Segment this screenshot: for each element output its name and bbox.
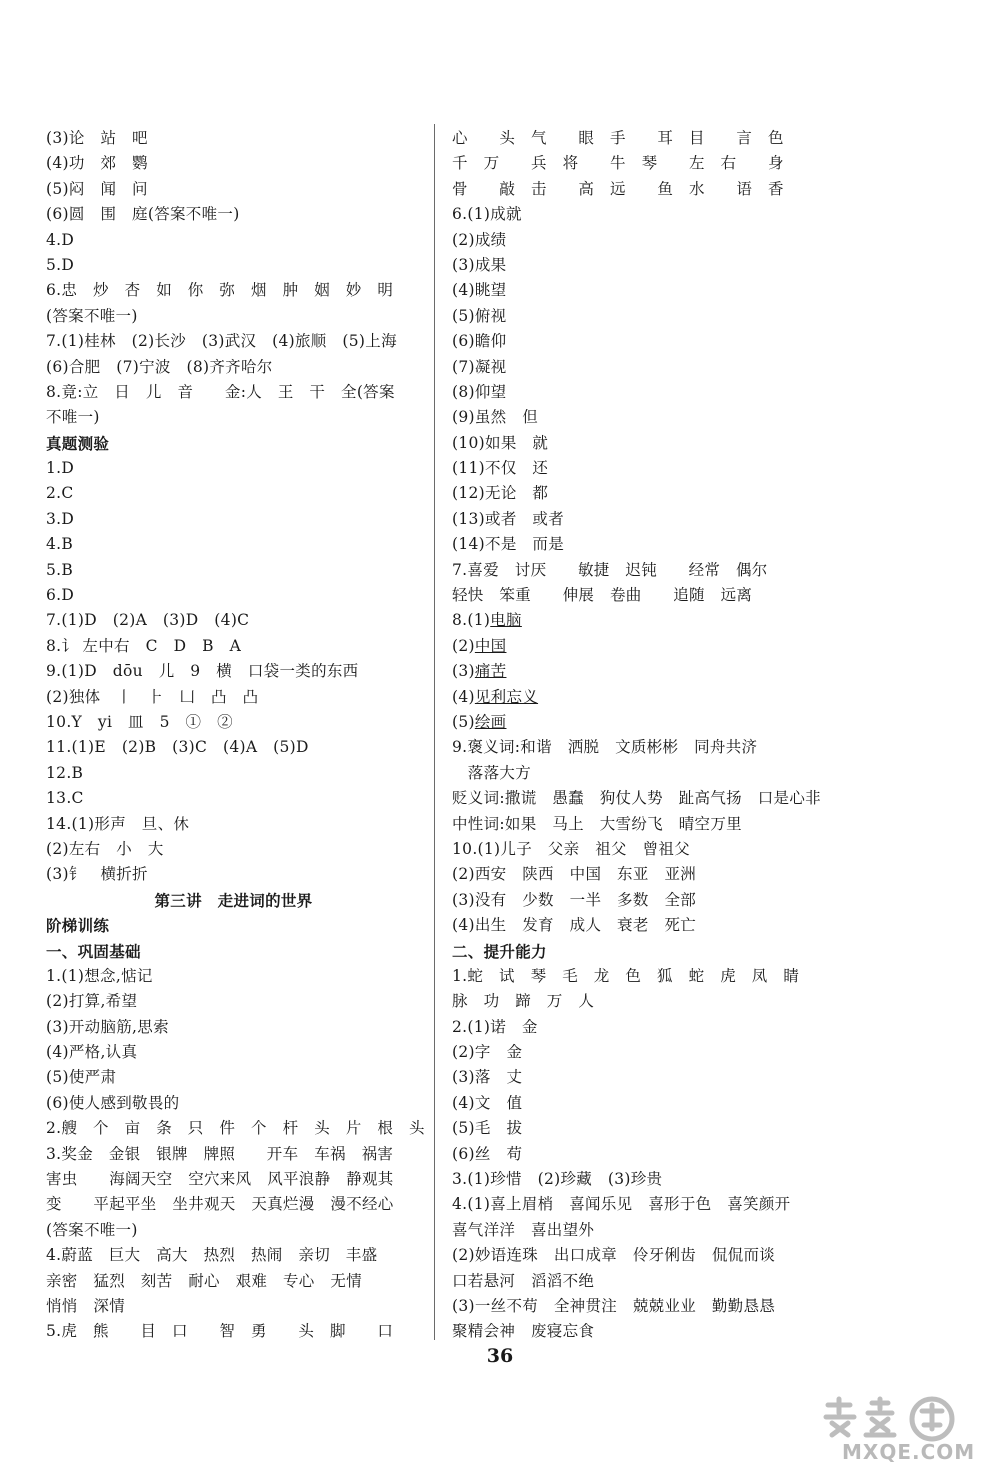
left-column-line: 悄悄 深情 [46,1296,126,1315]
left-column-line: 13.C [46,789,84,808]
left-column-line: 7.(1)D (2)A (3)D (4)C [46,611,250,630]
right-column-line: (3)痛苦 [452,662,507,681]
left-column-line: 7.(1)桂林 (2)长沙 (3)武汉 (4)旅顺 (5)上海 [46,332,397,351]
left-column-line: 一、巩固基础 [46,941,141,961]
column-divider [434,124,435,1340]
right-column-line: (4)文 值 [452,1093,523,1112]
right-column-line: (12)无论 都 [452,484,549,503]
right-column-line: 1.蛇 试 琴 毛 龙 色 狐 蛇 虎 凤 睛 [452,966,800,985]
left-column-line: 10.Y yi 皿 5 ① ② [46,712,233,731]
right-column-line: 口若悬河 滔滔不绝 [452,1271,595,1290]
left-column-line: 6.忠 炒 杏 如 你 弥 烟 肿 姻 妙 明 [46,281,394,300]
left-column-line: 11.(1)E (2)B (3)C (4)A (5)D [46,738,309,757]
right-column-line: (2)成绩 [452,230,507,249]
left-column-line: 3.D [46,509,75,528]
right-column-line: (6)瞻仰 [452,332,507,351]
left-column-line: (6)使人感到敬畏的 [46,1093,180,1112]
left-column-line: 亲密 猛烈 刻苦 耐心 艰难 专心 无情 [46,1271,363,1290]
left-column-line: 5.B [46,560,74,579]
right-column-line: 中性词:如果 马上 大雪纷飞 晴空万里 [452,814,742,833]
right-column-line: 落落大方 [452,763,532,782]
right-column-line: 千 万 兵 将 牛 琴 左 右 身 [452,154,784,173]
left-column-line: 4.D [46,230,75,249]
left-column-line: 2.C [46,484,74,503]
right-column-line: (3)成果 [452,255,507,274]
right-column-line: 骨 敲 击 高 远 鱼 水 语 香 [452,179,784,198]
left-column-line: 8.竟:立 日 儿 音 金:人 王 干 全(答案 [46,382,395,401]
right-column-line: (3)没有 少数 一半 多数 全部 [452,890,697,909]
right-column-line: 轻快 笨重 伸展 卷曲 追随 远离 [452,586,753,605]
right-column-line: (13)或者 或者 [452,509,565,528]
left-column-line: 12.B [46,763,84,782]
left-column-line: 1.D [46,459,75,478]
left-column-line: (4)严格,认真 [46,1043,138,1062]
left-column-line: 14.(1)形声 旦、休 [46,814,190,833]
right-column-line: (4)眺望 [452,281,507,300]
right-column-line: (10)如果 就 [452,433,549,452]
right-column-line: (2)妙语连珠 出口成章 伶牙俐齿 侃侃而谈 [452,1246,776,1265]
right-column-line: (9)虽然 但 [452,408,539,427]
right-column-line: 4.(1)喜上眉梢 喜闻乐见 喜形于色 喜笑颜开 [452,1195,791,1214]
left-column-line: (3)开动脑筋,思索 [46,1017,169,1036]
right-column-line: (6)丝 苟 [452,1144,523,1163]
right-column-line: 贬义词:撒谎 愚蠢 狗仗人势 趾高气扬 口是心非 [452,789,821,808]
right-column-line: (11)不仅 还 [452,459,549,478]
left-column-line: (2)打算,希望 [46,992,138,1011]
watermark-site: MXQE.COM [842,1440,976,1464]
left-column-line: (2)左右 小 大 [46,839,164,858]
right-column-line: (3)落 丈 [452,1068,523,1087]
left-column-line: (答案不唯一) [46,1220,138,1239]
page-number: 36 [486,1345,514,1367]
right-column-line: (2)中国 [452,636,507,655]
left-column-line: 9.(1)D dōu 儿 9 横 口袋一类的东西 [46,662,359,681]
left-column-line: 4.B [46,535,74,554]
right-column-line: 2.(1)诺 金 [452,1017,538,1036]
left-column-line: 8.讠 左中右 C D B A [46,636,242,655]
left-column-line: 5.虎 熊 目 口 智 勇 头 脚 口 [46,1322,394,1341]
right-column-line: 脉 功 蹄 万 人 [452,992,595,1011]
left-column-line: 害虫 海阔天空 空穴来风 风平浪静 静观其 [46,1170,394,1189]
left-column-line: 第三讲 走进词的世界 [154,890,313,910]
right-column-line: 3.(1)珍惜 (2)珍藏 (3)珍贵 [452,1170,663,1189]
right-column-line: 10.(1)儿子 父亲 祖父 曾祖父 [452,839,691,858]
right-column-line: (5)绘画 [452,712,507,731]
right-column-line: (7)凝视 [452,357,507,376]
right-column-line: (8)仰望 [452,382,507,401]
left-column-line: (6)圆 围 庭(答案不唯一) [46,205,240,224]
right-column-line: 聚精会神 废寝忘食 [452,1322,595,1341]
right-column-line: (5)俯视 [452,306,507,325]
left-column-line: 变 平起平坐 坐井观天 天真烂漫 漫不经心 [46,1195,394,1214]
left-column-line: 1.(1)想念,惦记 [46,966,153,985]
right-column-line: 7.喜爱 讨厌 敏捷 迟钝 经常 偶尔 [452,560,768,579]
left-column-line: 5.D [46,255,75,274]
right-column-line: 8.(1)电脑 [452,611,522,630]
left-column-line: (5)使严肃 [46,1068,117,1087]
left-column-line: (6)合肥 (7)宁波 (8)齐齐哈尔 [46,357,273,376]
left-column-line: 6.D [46,586,75,605]
left-column-line: 3.奖金 金银 银牌 牌照 开车 车祸 祸害 [46,1144,394,1163]
right-column-line: (2)西安 陕西 中国 东亚 亚洲 [452,865,697,884]
left-column-line: (3)论 站 吧 [46,129,148,147]
right-column-line: (2)字 金 [452,1043,523,1062]
left-column-line: (5)闷 闻 问 [46,179,148,198]
left-column-line: 2.艘 个 亩 条 只 件 个 杆 头 片 根 头 [46,1119,425,1138]
left-column-line: 不唯一) [46,408,100,427]
right-column-line: (4)出生 发育 成人 衰老 死亡 [452,916,697,935]
left-column-line: 真题测验 [46,433,110,453]
left-column-line: 4.蔚蓝 巨大 高大 热烈 热闹 亲切 丰盛 [46,1246,378,1265]
right-column-line: 9.褒义词:和谐 洒脱 文质彬彬 同舟共济 [452,738,758,757]
right-column-line: (3)一丝不苟 全神贯注 兢兢业业 勤勤恳恳 [452,1296,776,1315]
right-column-line: 6.(1)成就 [452,205,522,224]
left-column-line: (4)功 郊 鹦 [46,154,148,173]
left-column-line: (3)钅 横折折 [46,865,148,884]
right-column-line: (14)不是 而是 [452,535,565,554]
right-column-line: (5)毛 拔 [452,1119,523,1138]
left-column-line: (2)独体 丨 ⺊ 凵 凸 凸 [46,687,259,706]
left-column-line: 阶梯训练 [46,916,110,936]
left-column-line: (答案不唯一) [46,306,138,325]
right-column-line: (4)见利忘义 [452,687,539,706]
left-column [46,126,425,1345]
right-column [452,126,832,1345]
right-column-line: 心 头 气 眼 手 耳 目 言 色 [452,129,784,147]
right-column-line: 二、提升能力 [452,941,547,961]
right-column-line: 喜气洋洋 喜出望外 [452,1220,595,1239]
